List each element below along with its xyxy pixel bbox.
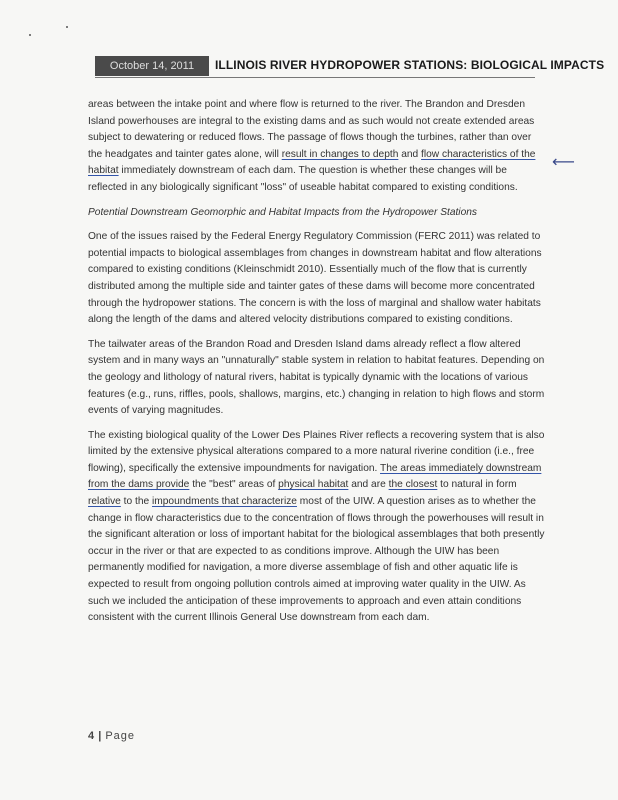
handwritten-underline: impoundments that characterize [152,496,297,508]
page-header [95,56,605,76]
page-label: Page [105,730,136,742]
paragraph: The tailwater areas of the Brandon Road and Dresden Island dams already reflect a flow altered system and in many ways an "unnaturally" stable system in relation to habitat features. Depending on the geology and lithology of natural rivers, habitat is typically dynamic with the locations of various features (e.g., runs, riffles, pools, shallows, margins, etc.) changing in relation to high flows and storm events of varying magnitudes. [88,338,545,417]
handwritten-underline: flow characteristics of the habitat [88,148,536,177]
scan-speck [29,34,31,36]
handwritten-arrow-icon: ⟵ [552,152,575,171]
handwritten-underline: physical habitat [278,479,349,491]
scan-speck [66,26,68,28]
page-number: 4 [88,730,95,742]
handwritten-underline: The areas immediately downstream from the dams provide [88,462,542,491]
paragraph: One of the issues raised by the Federal Energy Regulatory Commission (FERC 2011) was related to potential impacts to biological assemblages from changes in downstream habitat and flow alterations compared to existing conditions (Kleinschmidt 2010). Essentially much of the flow that is currently distributed among the multiple side and tainter gates of these dams will become more concentrated through the hydropower stations. The concern is with the loss of marginal and shallow water habitats along the length of the dams and altered velocity distributions compared to existing conditions. [88,231,542,326]
header-rule [95,77,535,78]
section-heading: Potential Downstream Geomorphic and Habitat Impacts from the Hydropower Stations [88,206,478,218]
paragraph: areas between the intake point and where flow is returned to the river. The Brandon and Dresden Island powerhouses are integral to the existing dams and as such would not create extended areas subject to dewatering or reduced flows. The passage of flows though the turbines, rather than over the headgates and tainter gates alone, will result in changes to depth and flow characteristics of the habitat immediately downstream of each dam. The question is whether these changes will be reflected in any biologically significant "loss" of useable habitat compared to existing conditions. [88,99,536,193]
header-date: October 14, 2011 [95,56,209,76]
footer-separator: | [98,730,102,742]
handwritten-underline: the closest [388,479,438,491]
handwritten-underline: relative [88,496,121,508]
handwritten-underline: result in changes to depth [281,148,399,160]
paragraph: The existing biological quality of the Lower Des Plaines River reflects a recovering system that is also limited by the extensive physical alterations compared to a more natural riverine condition (i.e., free flowing), specifically the extensive impoundments for navigation. The areas immediately downstream from the dams provide the "best" areas of physical habitat and are the closest to natural in form relative to the impoundments that characterize most of the UIW. A question arises as to whether the change in flow characteristics due to the concentration of flows through the powerhouses will result in the significant alteration or loss of important habitat for the biological assemblages that both presently occur in the river or that are expected to as conditions improve. Although the UIW has been permanently modified for navigation, a more diverse assemblage of fish and other aquatic life is expected to result from ongoing pollution controls aimed at improving water quality in the UIW. As such we included the anticipation of these improvements to approach and even attain conditions consistent with the current Illinois General Use downstream from each dam. [88,429,545,624]
document-body [88,97,546,635]
header-title: ILLINOIS RIVER HYDROPOWER STATIONS: BIOLOGICAL IMPACTS [215,58,605,72]
page-footer [88,730,135,742]
